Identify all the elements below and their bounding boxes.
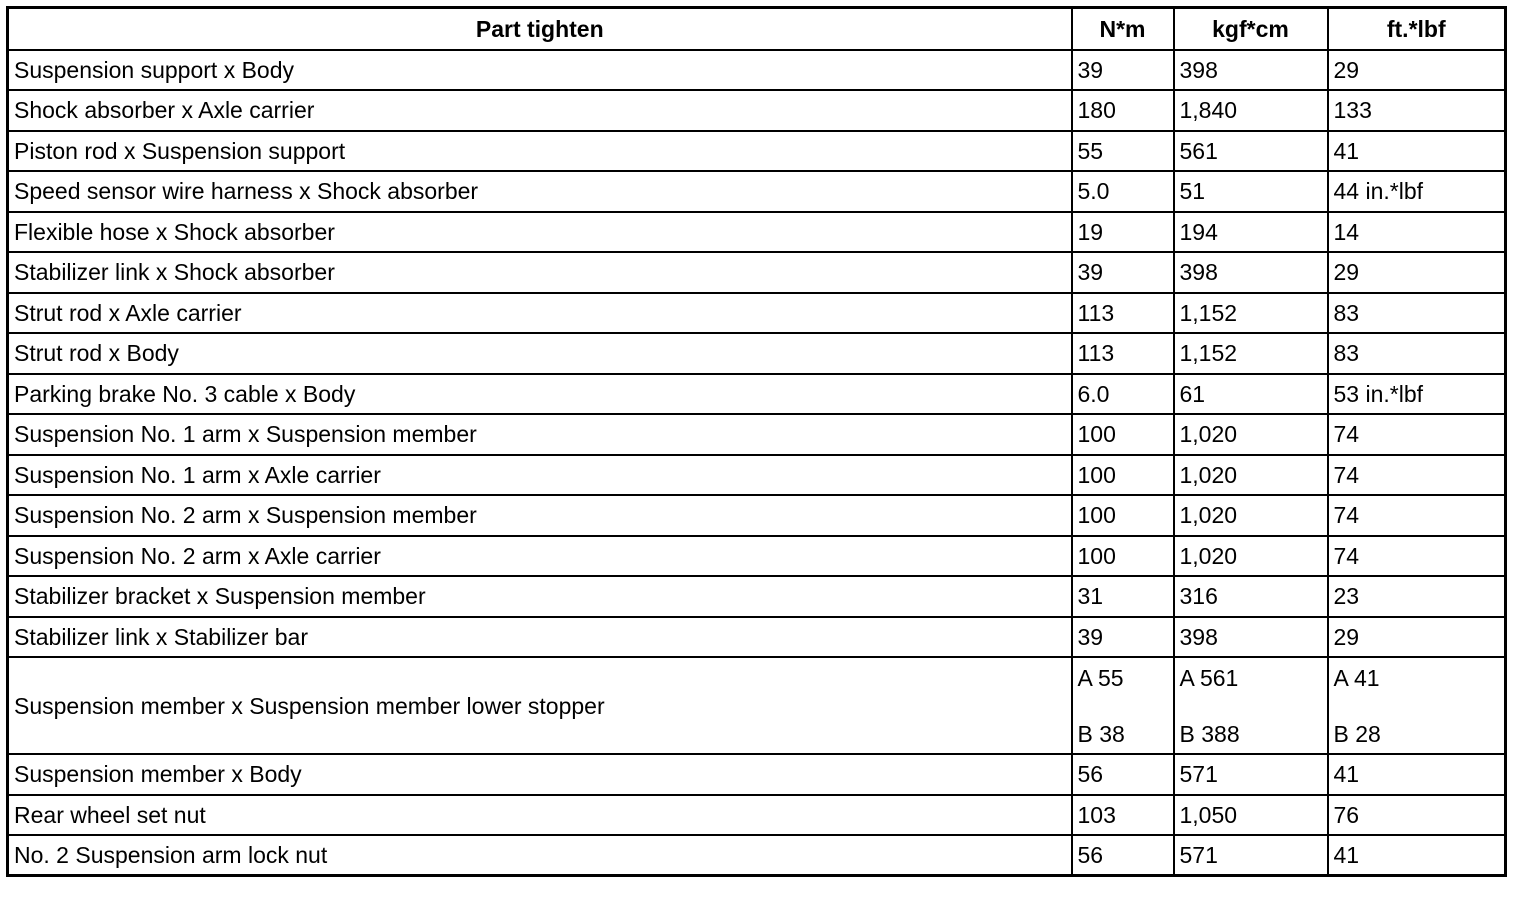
cell-ft-lbf: 83 [1328, 333, 1506, 374]
table-row [8, 374, 1506, 415]
cell-nm: 6.0 [1072, 374, 1174, 415]
cell-part: Flexible hose x Shock absorber [8, 212, 1072, 253]
cell-part: Stabilizer link x Shock absorber [8, 252, 1072, 293]
cell-kgf-cm: 1,020 [1174, 414, 1328, 455]
header-kgf-cm: kgf*cm [1174, 8, 1328, 50]
cell-ft-lbf [1328, 657, 1506, 754]
cell-ft-lbf: 41 [1328, 131, 1506, 172]
cell-nm: 113 [1072, 293, 1174, 334]
cell-part: Suspension No. 2 arm x Axle carrier [8, 536, 1072, 577]
cell-kgf-cm: 1,840 [1174, 90, 1328, 131]
cell-ft-lbf: 83 [1328, 293, 1506, 334]
cell-kgf-cm: 61 [1174, 374, 1328, 415]
cell-ft-lbf: 74 [1328, 455, 1506, 496]
header-ft-lbf: ft.*lbf [1328, 8, 1506, 50]
cell-nm-stack [1078, 665, 1173, 747]
cell-nm: 103 [1072, 795, 1174, 836]
cell-kgf-cm: 398 [1174, 617, 1328, 658]
cell-ft-lbf: 14 [1328, 212, 1506, 253]
cell-nm: 39 [1072, 252, 1174, 293]
cell-part: Rear wheel set nut [8, 795, 1072, 836]
cell-part: Suspension member x Suspension member lower stopper [8, 657, 1072, 754]
table-row [8, 536, 1506, 577]
table-row [8, 795, 1506, 836]
cell-nm: 31 [1072, 576, 1174, 617]
cell-kgf-cm: 398 [1174, 50, 1328, 91]
cell-kgf-cm: 1,020 [1174, 536, 1328, 577]
cell-nm: 55 [1072, 131, 1174, 172]
cell-kgf-cm: 398 [1174, 252, 1328, 293]
cell-kgf-cm: 1,020 [1174, 455, 1328, 496]
cell-nm: 100 [1072, 414, 1174, 455]
cell-nm: 100 [1072, 536, 1174, 577]
cell-ft-lbf-value: B 28 [1333, 720, 1381, 747]
cell-nm: 56 [1072, 754, 1174, 795]
cell-ft-lbf: 23 [1328, 576, 1506, 617]
cell-part: Strut rod x Axle carrier [8, 293, 1072, 334]
table-row [8, 252, 1506, 293]
cell-ft-lbf: 44 in.*lbf [1328, 171, 1506, 212]
cell-nm-value: A 55 [1077, 664, 1124, 691]
cell-ft-lbf: 29 [1328, 617, 1506, 658]
cell-ft-lbf: 76 [1328, 795, 1506, 836]
cell-kgf-cm: 194 [1174, 212, 1328, 253]
cell-nm [1072, 657, 1174, 754]
table-row [8, 131, 1506, 172]
cell-kgf-cm: 561 [1174, 131, 1328, 172]
cell-part: Piston rod x Suspension support [8, 131, 1072, 172]
cell-kgf-cm: 1,020 [1174, 495, 1328, 536]
table-row [8, 50, 1506, 91]
cell-nm: 180 [1072, 90, 1174, 131]
cell-kgf-cm: 1,152 [1174, 333, 1328, 374]
cell-part: Suspension member x Body [8, 754, 1072, 795]
cell-part: Speed sensor wire harness x Shock absorber [8, 171, 1072, 212]
cell-part: Suspension No. 2 arm x Suspension member [8, 495, 1072, 536]
table-row [8, 617, 1506, 658]
cell-nm: 19 [1072, 212, 1174, 253]
cell-nm: 39 [1072, 617, 1174, 658]
cell-ft-lbf: 74 [1328, 495, 1506, 536]
table-row [8, 90, 1506, 131]
table-row [8, 576, 1506, 617]
cell-part: Strut rod x Body [8, 333, 1072, 374]
cell-ft-lbf: 29 [1328, 252, 1506, 293]
table-row [8, 754, 1506, 795]
table-row [8, 455, 1506, 496]
cell-part: Shock absorber x Axle carrier [8, 90, 1072, 131]
cell-nm: 100 [1072, 495, 1174, 536]
cell-part: Suspension No. 1 arm x Suspension member [8, 414, 1072, 455]
table-row [8, 171, 1506, 212]
cell-kgf-cm: 316 [1174, 576, 1328, 617]
cell-kgf-cm-value: A 561 [1179, 664, 1239, 691]
cell-nm-value: B 38 [1077, 720, 1125, 747]
table-body [8, 50, 1506, 876]
cell-nm: 100 [1072, 455, 1174, 496]
cell-ft-lbf: 74 [1328, 414, 1506, 455]
table-row [8, 414, 1506, 455]
cell-part: Stabilizer link x Stabilizer bar [8, 617, 1072, 658]
cell-nm: 56 [1072, 835, 1174, 876]
cell-nm: 5.0 [1072, 171, 1174, 212]
cell-kgf-cm [1174, 657, 1328, 754]
cell-kgf-cm: 571 [1174, 835, 1328, 876]
cell-part: No. 2 Suspension arm lock nut [8, 835, 1072, 876]
cell-ft-lbf: 133 [1328, 90, 1506, 131]
cell-ft-lbf: 53 in.*lbf [1328, 374, 1506, 415]
table-row [8, 835, 1506, 876]
cell-ft-lbf: 74 [1328, 536, 1506, 577]
cell-part: Stabilizer bracket x Suspension member [8, 576, 1072, 617]
cell-part: Suspension support x Body [8, 50, 1072, 91]
table-row [8, 333, 1506, 374]
torque-spec-table [6, 6, 1507, 877]
cell-kgf-cm: 51 [1174, 171, 1328, 212]
cell-kgf-cm: 571 [1174, 754, 1328, 795]
table-row [8, 212, 1506, 253]
header-part-tighten: Part tighten [8, 8, 1072, 50]
cell-ft-lbf-value: A 41 [1333, 664, 1380, 691]
table-row [8, 495, 1506, 536]
table-row [8, 293, 1506, 334]
header-nm: N*m [1072, 8, 1174, 50]
cell-ft-lbf-stack [1334, 665, 1505, 747]
cell-part: Parking brake No. 3 cable x Body [8, 374, 1072, 415]
cell-kgf-cm-value: B 388 [1179, 720, 1240, 747]
cell-nm: 113 [1072, 333, 1174, 374]
cell-kgf-cm-stack [1180, 665, 1327, 747]
cell-nm: 39 [1072, 50, 1174, 91]
table-header-row [8, 8, 1506, 50]
cell-kgf-cm: 1,050 [1174, 795, 1328, 836]
cell-kgf-cm: 1,152 [1174, 293, 1328, 334]
cell-part: Suspension No. 1 arm x Axle carrier [8, 455, 1072, 496]
cell-ft-lbf: 41 [1328, 835, 1506, 876]
table-row [8, 657, 1506, 754]
cell-ft-lbf: 29 [1328, 50, 1506, 91]
cell-ft-lbf: 41 [1328, 754, 1506, 795]
